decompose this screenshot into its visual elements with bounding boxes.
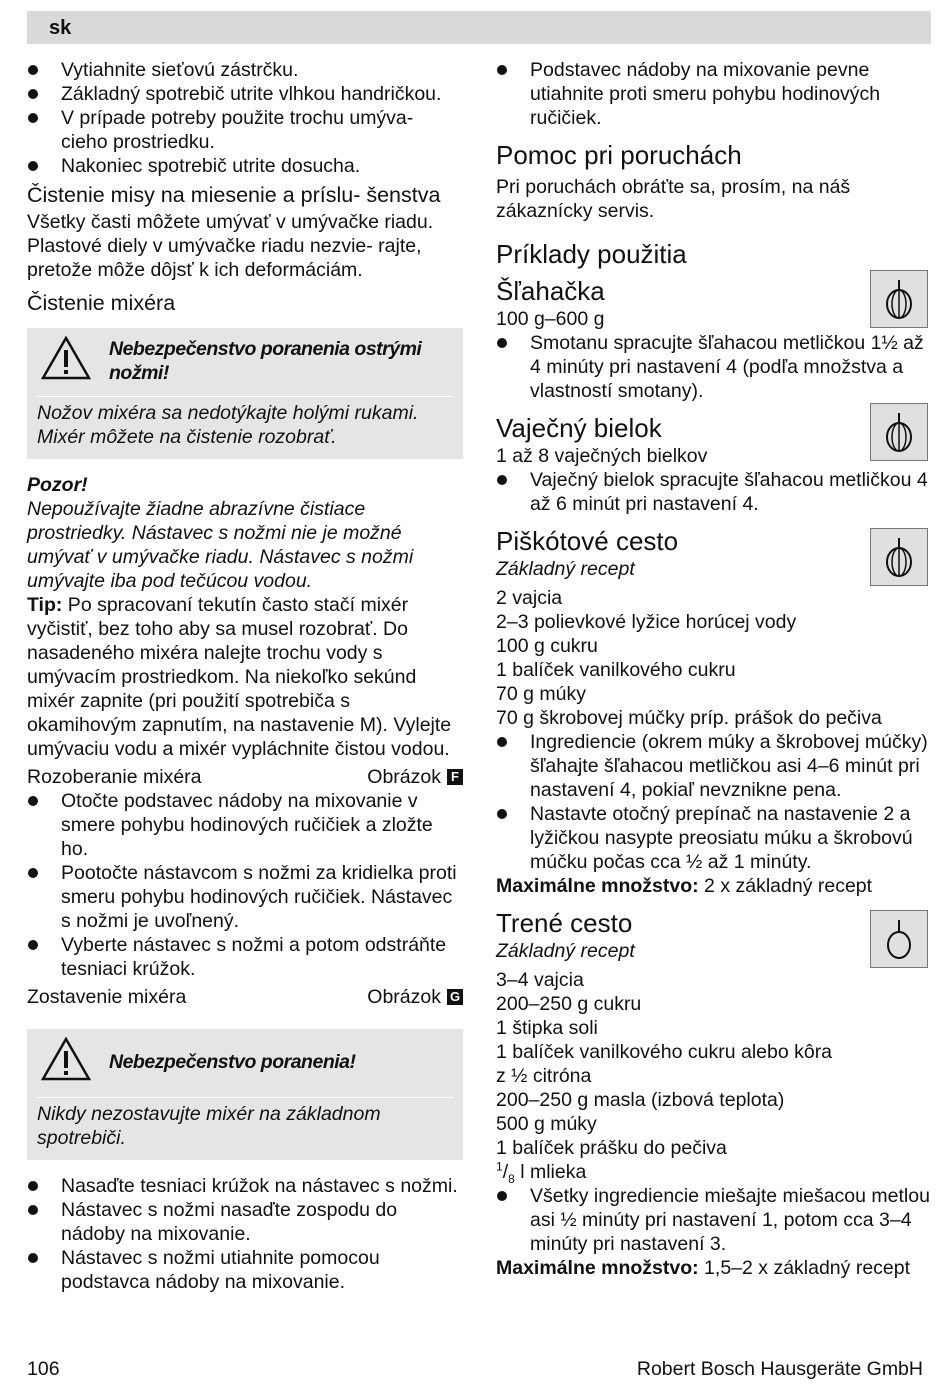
ingredient: 3–4 vajcia (496, 969, 584, 991)
list-item: Nastavte otočný prepínač na nastavenie 2 a lyžičkou nasypte preosiatu múku a škrobovú múčku počas cca ½ až 1 minúty. (496, 802, 936, 874)
section-egg-white (496, 413, 936, 468)
heading-examples: Príklady použitia (496, 239, 687, 269)
ingredient-milk: $^1/_8$ l mlieka (496, 1159, 587, 1186)
recipe-subtitle: Základný recept (496, 940, 635, 962)
warning-title: Nebezpečenstvo poranenia ostrými nožmi! (109, 338, 422, 384)
language-code: sk (49, 17, 72, 39)
max-label: Maximálne množstvo: (496, 1257, 699, 1279)
ingredient: 70 g múky (496, 683, 586, 705)
heading-troubleshooting: Pomoc pri poruchách (496, 140, 742, 170)
assembly-steps-list (27, 1174, 463, 1294)
caution-text: Nepoužívajte žiadne abrazívne čistiace prostriedky. Nástavec s nožmi nie je možné umývať v umývačke riadu. Nástavec s nožmi umývajte iba pod tečúcou vodou. (27, 498, 414, 592)
warning-box-blades (27, 328, 463, 459)
milk-text: l mlieka (514, 1161, 587, 1183)
warning-triangle-icon (41, 336, 91, 386)
ingredient: 70 g škrobovej múčky príp. prášok do pečiva (496, 707, 882, 729)
warning-box-assembly (27, 1029, 463, 1160)
disassembly-steps-list (27, 789, 463, 981)
tip-label: Tip: (27, 594, 63, 616)
max-label: Maximálne množstvo: (496, 875, 699, 897)
list-item: Vytiahnite sieťovú zástrčku. (27, 58, 463, 82)
figure-reference-f (367, 765, 463, 789)
warning-triangle-icon (41, 1037, 91, 1087)
list-item: Nasaďte tesniaci krúžok na nástavec s nožmi. (27, 1174, 463, 1198)
ingredient: 2 vajcia (496, 587, 563, 609)
egg-white-steps (496, 468, 936, 516)
list-item: Nástavec s nožmi utiahnite pomocou podstavca nádoby na mixovanie. (27, 1246, 463, 1294)
section-title: Vaječný bielok (496, 413, 662, 443)
list-item: Ingrediencie (okrem múky a škrobovej múčky) šľahajte šľahacou metličkou asi 4–6 minút pri nastavení 4, pokiaľ nevznikne pena. (496, 730, 936, 802)
whisk-icon (870, 403, 928, 461)
tip-text: Po spracovaní tekutín často stačí mixér vyčistiť, bez toho aby sa musel rozobrať. Do nasadeného mixéra nalejte trochu vody s umývacím prostriedkom. Na niekoľko sekúnd mixér zapnite (pri použití spotrebiča s okamihovým zapnutím, na nastavenie M). Vylejte umývaciu vodu a mixér vypláchnite čistou vodou. (27, 594, 452, 760)
figure-letter: G (447, 989, 463, 1005)
max-text: 2 x základný recept (698, 875, 873, 897)
warning-body: Nikdy nezostavujte mixér na základnom spotrebiči. (37, 1097, 453, 1150)
section-sponge (496, 526, 936, 586)
figure-reference-g (367, 985, 463, 1009)
heading-bowl-cleaning: Čistenie misy na miesenie a príslu- šenstva (27, 183, 441, 207)
ingredient: 1 štipka soli (496, 1017, 598, 1039)
ingredient: z ½ citróna (496, 1065, 592, 1087)
paragraph-troubleshooting: Pri poruchách obráťte sa, prosím, na náš zákaznícky servis. (496, 176, 851, 222)
creamed-steps (496, 1184, 936, 1256)
fraction-numerator: 1 (496, 1159, 503, 1174)
heading-mixer-cleaning: Čistenie mixéra (27, 291, 176, 315)
whisk-icon (870, 528, 928, 586)
mixing-hook-icon (870, 910, 928, 968)
list-item: Smotanu spracujte šľahacou metličkou 1½ až 4 minúty pri nastavení 4 (podľa množstva a vlastností smotany). (496, 331, 936, 403)
section-creamed (496, 908, 936, 968)
warning-body: Nožov mixéra sa nedotýkajte holými rukami. Mixér môžete na čistenie rozobrať. (37, 396, 453, 449)
assembly-header (27, 985, 463, 1009)
quantity: 100 g–600 g (496, 308, 605, 330)
list-item: Všetky ingrediencie miešajte miešacou metlou asi ½ minúty pri nastavení 1, potom cca 3–4 minúty pri nastavení 3. (496, 1184, 936, 1256)
section-title: Trené cesto (496, 908, 633, 938)
fraction-denominator: 8 (508, 1171, 515, 1186)
list-item: Základný spotrebič utrite vlhkou handričkou. (27, 82, 463, 106)
disassembly-title: Rozoberanie mixéra (27, 766, 202, 788)
tip-paragraph (27, 593, 463, 761)
disassembly-header (27, 765, 463, 789)
list-item: Nakoniec spotrebič utrite dosucha. (27, 154, 463, 178)
list-item: Podstavec nádoby na mixovanie pevne utiahnite proti smeru pohybu hodinových ručičiek. (496, 58, 936, 130)
list-item: Vyberte nástavec s nožmi a potom odstráňte tesniaci krúžok. (27, 933, 463, 981)
paragraph-bowl-cleaning: Všetky časti môžete umývať v umývačke riadu. Plastové diely v umývačke riadu nezvie- rajte, pretože môže dôjsť k ich deformáciám. (27, 211, 434, 281)
max-quantity (496, 1256, 936, 1280)
company-name: Robert Bosch Hausgeräte GmbH (636, 1358, 923, 1380)
whipped-cream-steps (496, 331, 936, 403)
caution-label: Pozor! (27, 474, 88, 496)
ingredient: 100 g cukru (496, 635, 598, 657)
right-column (496, 58, 936, 1280)
section-title: Šľahačka (496, 276, 605, 306)
warning-title: Nebezpečenstvo poranenia! (109, 1051, 356, 1073)
ingredient: 500 g múky (496, 1113, 597, 1135)
ingredient: 1 balíček vanilkového cukru alebo kôra (496, 1041, 833, 1063)
assembly-title: Zostavenie mixéra (27, 986, 187, 1008)
recipe-subtitle: Základný recept (496, 558, 635, 580)
list-item: Otočte podstavec nádoby na mixovanie v smere pohybu hodinových ručičiek a zložte ho. (27, 789, 463, 861)
language-bar (27, 11, 931, 44)
ingredient: 200–250 g cukru (496, 993, 642, 1015)
whisk-icon (870, 270, 928, 328)
list-item: Nástavec s nožmi nasaďte zospodu do nádoby na mixovanie. (27, 1198, 463, 1246)
cleaning-steps-list (27, 58, 463, 178)
list-item: V prípade potreby použite trochu umýva- cieho prostriedku. (27, 106, 463, 154)
ingredient: 2–3 polievkové lyžice horúcej vody (496, 611, 797, 633)
sponge-steps (496, 730, 936, 874)
figure-label: Obrázok (367, 986, 441, 1008)
section-title: Piškótové cesto (496, 526, 679, 556)
figure-label: Obrázok (367, 766, 441, 788)
list-item: Pootočte nástavcom s nožmi za kridielka proti smeru pohybu hodinových ručičiek. Nástavec s nožmi je uvoľnený. (27, 861, 463, 933)
figure-letter: F (447, 769, 463, 785)
ingredient: 1 balíček vanilkového cukru (496, 659, 736, 681)
assembly-final-step (496, 58, 936, 130)
left-column (27, 58, 463, 1294)
list-item: Vaječný bielok spracujte šľahacou metličkou 4 až 6 minút pri nastavení 4. (496, 468, 936, 516)
ingredient: 1 balíček prášku do pečiva (496, 1137, 727, 1159)
section-whipped-cream (496, 276, 936, 331)
quantity: 1 až 8 vaječných bielkov (496, 445, 708, 467)
max-text: 1,5–2 x základný recept (698, 1257, 911, 1279)
ingredient: 200–250 g masla (izbová teplota) (496, 1089, 785, 1111)
page-number: 106 (27, 1358, 60, 1380)
max-quantity (496, 874, 936, 898)
